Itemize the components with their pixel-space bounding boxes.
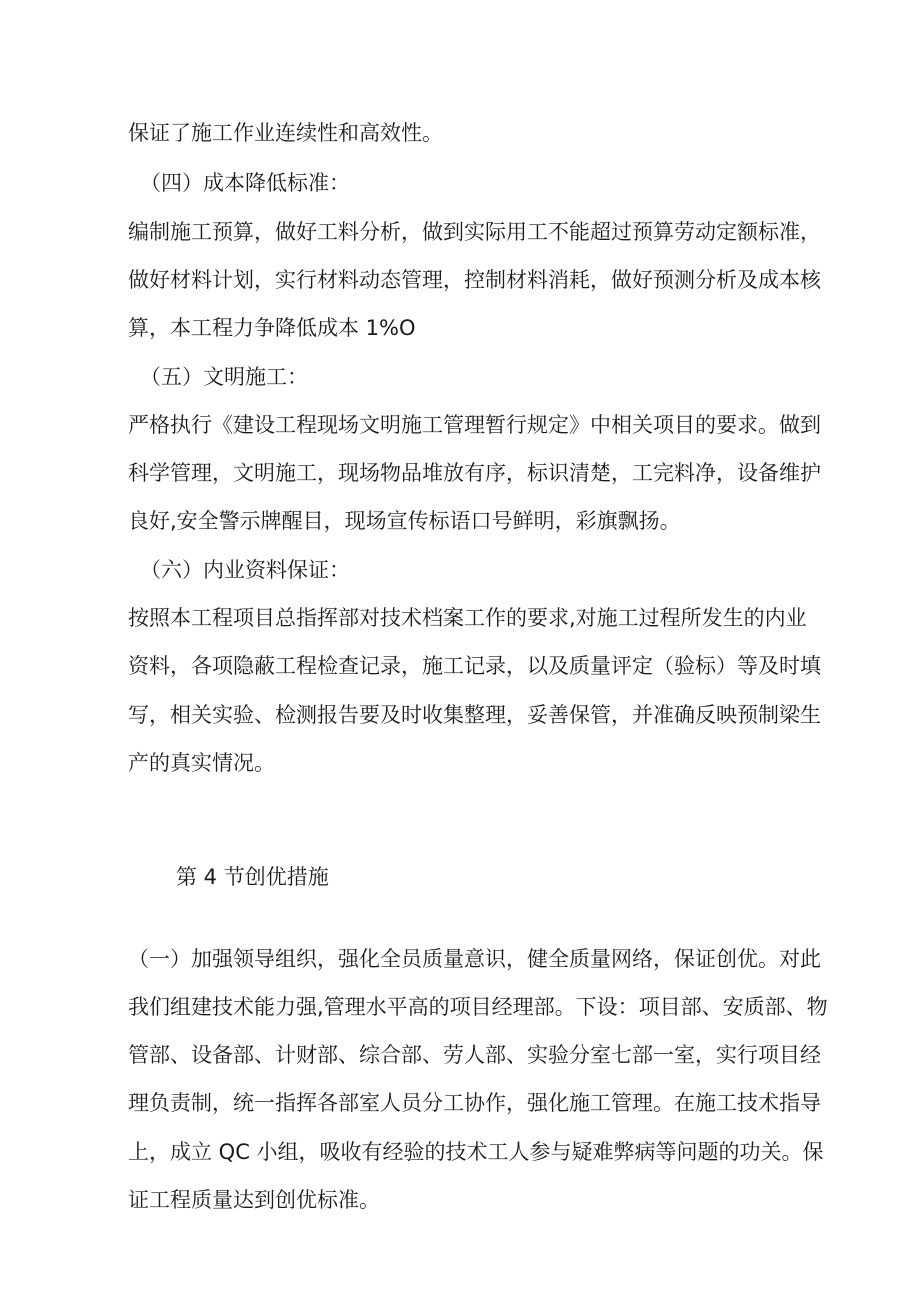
paragraph-line: 科学管理，文明施工，现场物品堆放有序，标识清楚，工完料净，设备维护 [128,461,821,485]
section-heading: 第 4 节创优措施 [176,865,329,889]
paragraph-line: 严格执行《建设工程现场文明施工管理暂行规定》中相关项目的要求。做到 [128,413,821,437]
paragraph-line: 产的真实情况。 [128,751,275,775]
paragraph-line: 管部、设备部、计财部、综合部、劳人部、实验分室七部一室，实行项目经 [128,1043,821,1067]
paragraph-line: 我们组建技术能力强,管理水平高的项目经理部。下设：项目部、安质部、物 [128,995,828,1019]
subsection-heading-civilized: （五）文明施工： [140,365,308,389]
paragraph-line: 编制施工预算，做好工料分析，做到实际用工不能超过预算劳动定额标准， [128,220,821,244]
paragraph-line: 上，成立 QC 小组，吸收有经验的技术工人参与疑难弊病等问题的功关。保 [128,1140,824,1164]
subsection-heading-cost: （四）成本降低标准： [140,171,350,195]
paragraph-line: 良好,安全警示牌醒目，现场宣传标语口号鲜明，彩旗飘扬。 [128,509,681,533]
subsection-heading-records: （六）内业资料保证： [140,558,350,582]
paragraph-line: 写，相关实验、检测报告要及时收集整理，妥善保管，并准确反映预制梁生 [128,703,821,727]
paragraph-line: 保证了施工作业连续性和高效性。 [128,121,443,145]
paragraph-line: 做好材料计划，实行材料动态管理，控制材料消耗，做好预测分析及成本核 [128,268,821,292]
paragraph-line: 算，本工程力争降低成本 1%O [128,316,416,340]
paragraph-line: 资料，各项隐蔽工程检查记录，施工记录，以及质量评定（验标）等及时填 [128,654,821,678]
paragraph-line: 理负责制，统一指挥各部室人员分工协作，强化施工管理。在施工技术指导 [128,1091,821,1115]
paragraph-line: 按照本工程项目总指挥部对技术档案工作的要求,对施工过程所发生的内业 [128,606,807,630]
paragraph-line: 证工程质量达到创优标准。 [128,1188,380,1212]
paragraph-line: （一）加强领导组织，强化全员质量意识，健全质量网络，保证创优。对此 [128,947,821,971]
